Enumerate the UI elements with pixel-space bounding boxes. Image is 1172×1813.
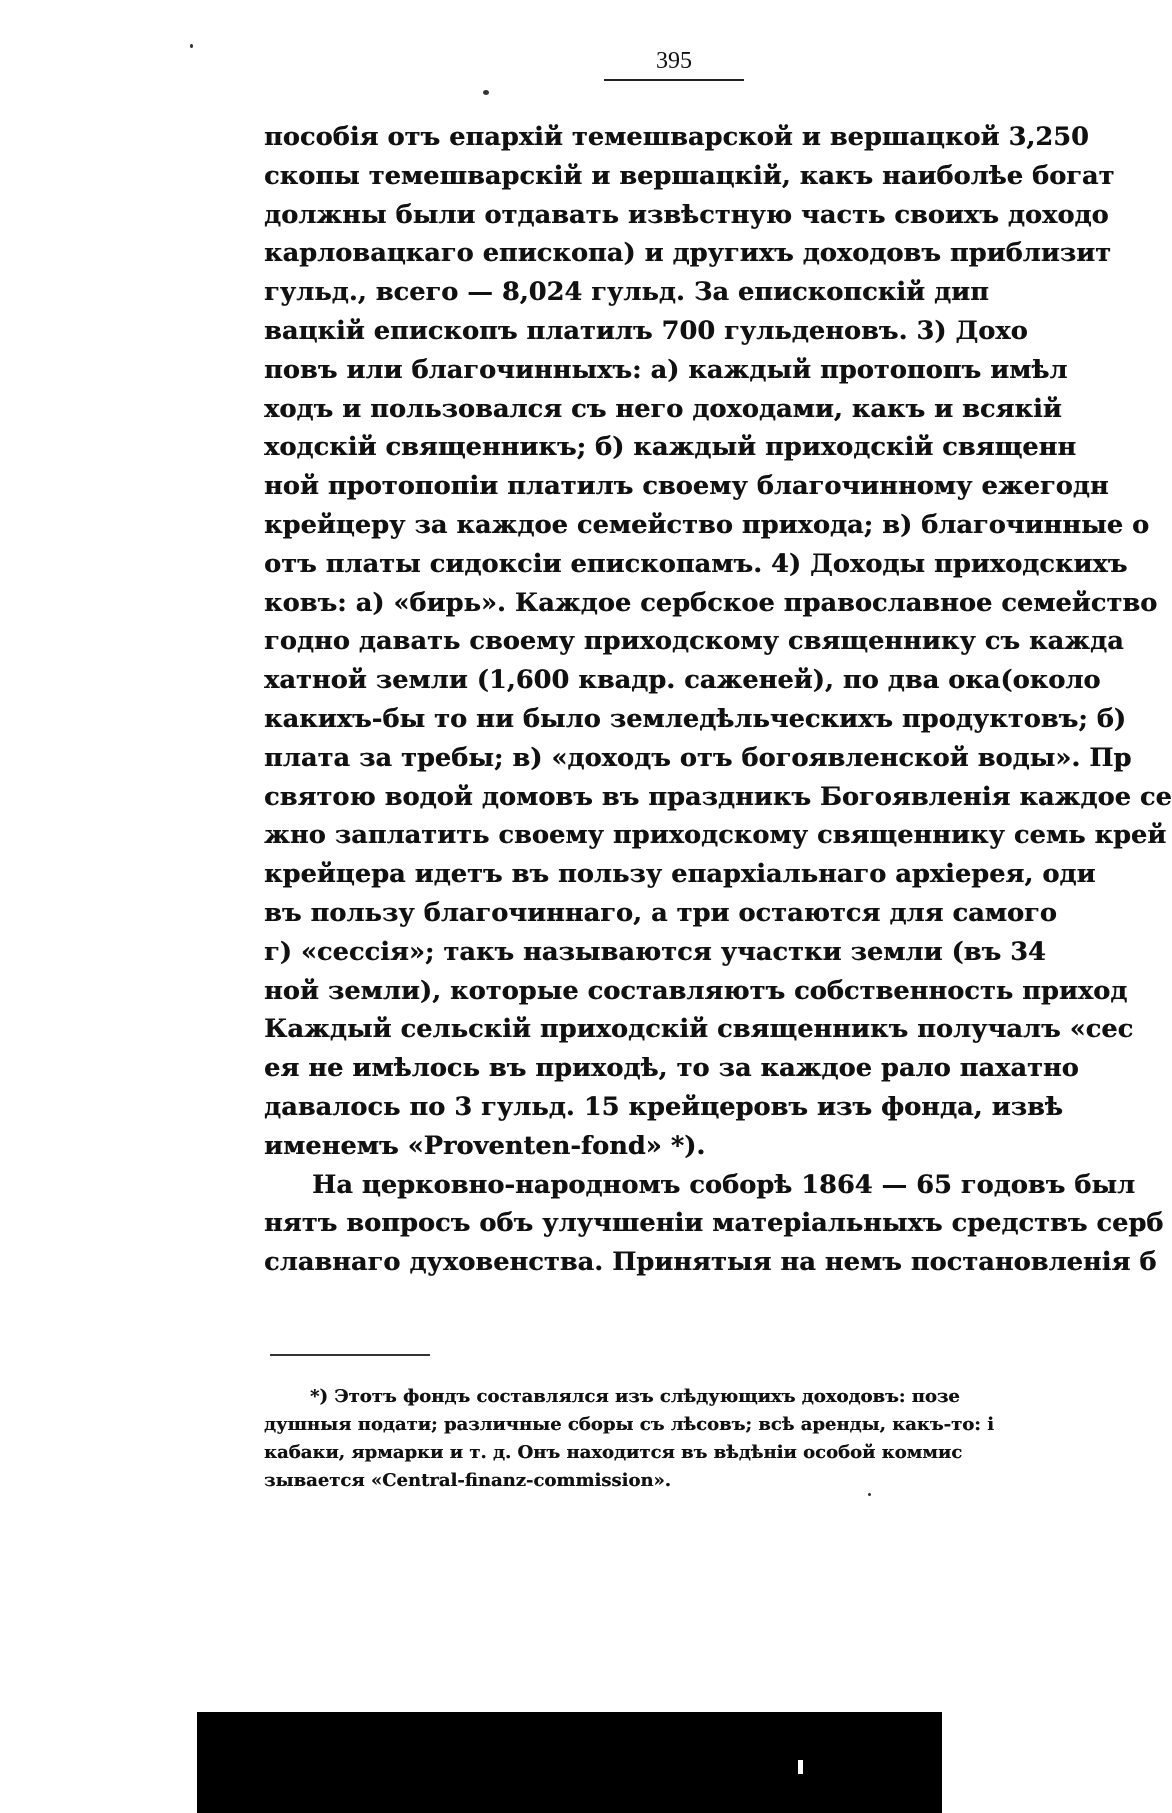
footnote-line: кабаки, ярмарки и т. д. Онъ находится въ вѣдѣніи особой коммис [264, 1442, 963, 1463]
text-line: пособія отъ епархій темешварской и вершацкой 3,250 [264, 122, 1089, 152]
text-line: хатной земли (1,600 квадр. саженей), по два ока(около [264, 665, 1101, 696]
scan-speck [190, 44, 193, 48]
text-line: повъ или благочинныхъ: а) каждый протопопъ имѣл [264, 354, 1068, 385]
text-line: ной земли), которые составляютъ собственность приход [264, 975, 1128, 1006]
footnote-line: душныя подати; различные сборы съ лѣсовъ; всѣ аренды, какъ-то: і [264, 1414, 994, 1435]
text-line: ной протопопіи платилъ своему благочинному ежегодн [264, 471, 1109, 502]
text-line: отъ платы сидоксіи епископамъ. 4) Доходы приходскихъ [264, 548, 1128, 579]
paragraph-start-line: На церковно-народномъ соборѣ 1864 — 65 годовъ был [312, 1169, 1136, 1200]
scan-speck [868, 1493, 871, 1496]
text-line: гульд., всего — 8,024 гульд. За епископскій дип [264, 277, 989, 308]
text-line: карловацкаго епископа) и другихъ доходовъ приблизит [264, 238, 1112, 269]
text-line: въ пользу благочиннаго, а три остаются для самого [264, 897, 1057, 928]
text-line: вацкій епископъ платилъ 700 гульденовъ. 3) Дохо [264, 315, 1028, 346]
text-line: славнаго духовенства. Принятыя на немъ постановленія б [264, 1247, 1157, 1278]
text-line: давалось по 3 гульд. 15 крейцеровъ изъ фонда, извѣ [264, 1091, 1063, 1122]
text-line: г) «сессія»; такъ называются участки земли (въ 34 [264, 936, 1046, 967]
text-line: плата за требы; в) «доходъ отъ богоявленской воды». Пр [264, 742, 1132, 773]
footnote [264, 1383, 994, 1495]
text-line: жно заплатить своему приходскому священнику семь крей [264, 820, 1167, 851]
text-line: ходскій священникъ; б) каждый приходскій священн [264, 432, 1077, 463]
footnote-line: зывается «Central-finanz-commission». [264, 1470, 671, 1491]
text-line: крейцера идетъ въ пользу епархіальнаго архіерея, оди [264, 859, 1096, 890]
text-line: Каждый сельскій приходскій священникъ получалъ «сес [264, 1014, 1134, 1045]
text-line: какихъ-бы то ни было земледѣльческихъ продуктовъ; б) [264, 703, 1126, 734]
page-number: 395 [656, 48, 692, 74]
text-line: годно давать своему приходскому священнику съ кажда [264, 626, 1124, 657]
scan-speck [483, 90, 489, 95]
text-line: ковъ: а) «бирь». Каждое сербское православное семейство [264, 587, 1158, 618]
text-line: святою водой домовъ въ праздникъ Богоявленія каждое се [264, 781, 1172, 812]
text-line: ея не имѣлось въ приходѣ, то за каждое рало пахатно [264, 1053, 1079, 1084]
text-line: должны были отдавать извѣстную часть своихъ доходо [264, 199, 1109, 230]
scan-edge-mark [798, 1760, 803, 1774]
text-line: ходъ и пользовался съ него доходами, какъ и всякій [264, 393, 1062, 424]
text-line: крейцеру за каждое семейство прихода; в) благочинные о [264, 509, 1150, 540]
body-text [264, 118, 1172, 1282]
scan-edge-bar [197, 1712, 942, 1813]
text-line: именемъ «Proventen-fond» *). [264, 1130, 706, 1161]
text-line: скопы темешварскій и вершацкій, какъ наиболѣе богат [264, 160, 1115, 191]
text-line: нятъ вопросъ объ улучшеніи матеріальныхъ средствъ серб [264, 1208, 1164, 1239]
footnote-line: *) Этотъ фондъ составлялся изъ слѣдующихъ доходовъ: позе [310, 1386, 960, 1407]
page-number-rule [604, 79, 744, 81]
footnote-separator [270, 1354, 430, 1356]
